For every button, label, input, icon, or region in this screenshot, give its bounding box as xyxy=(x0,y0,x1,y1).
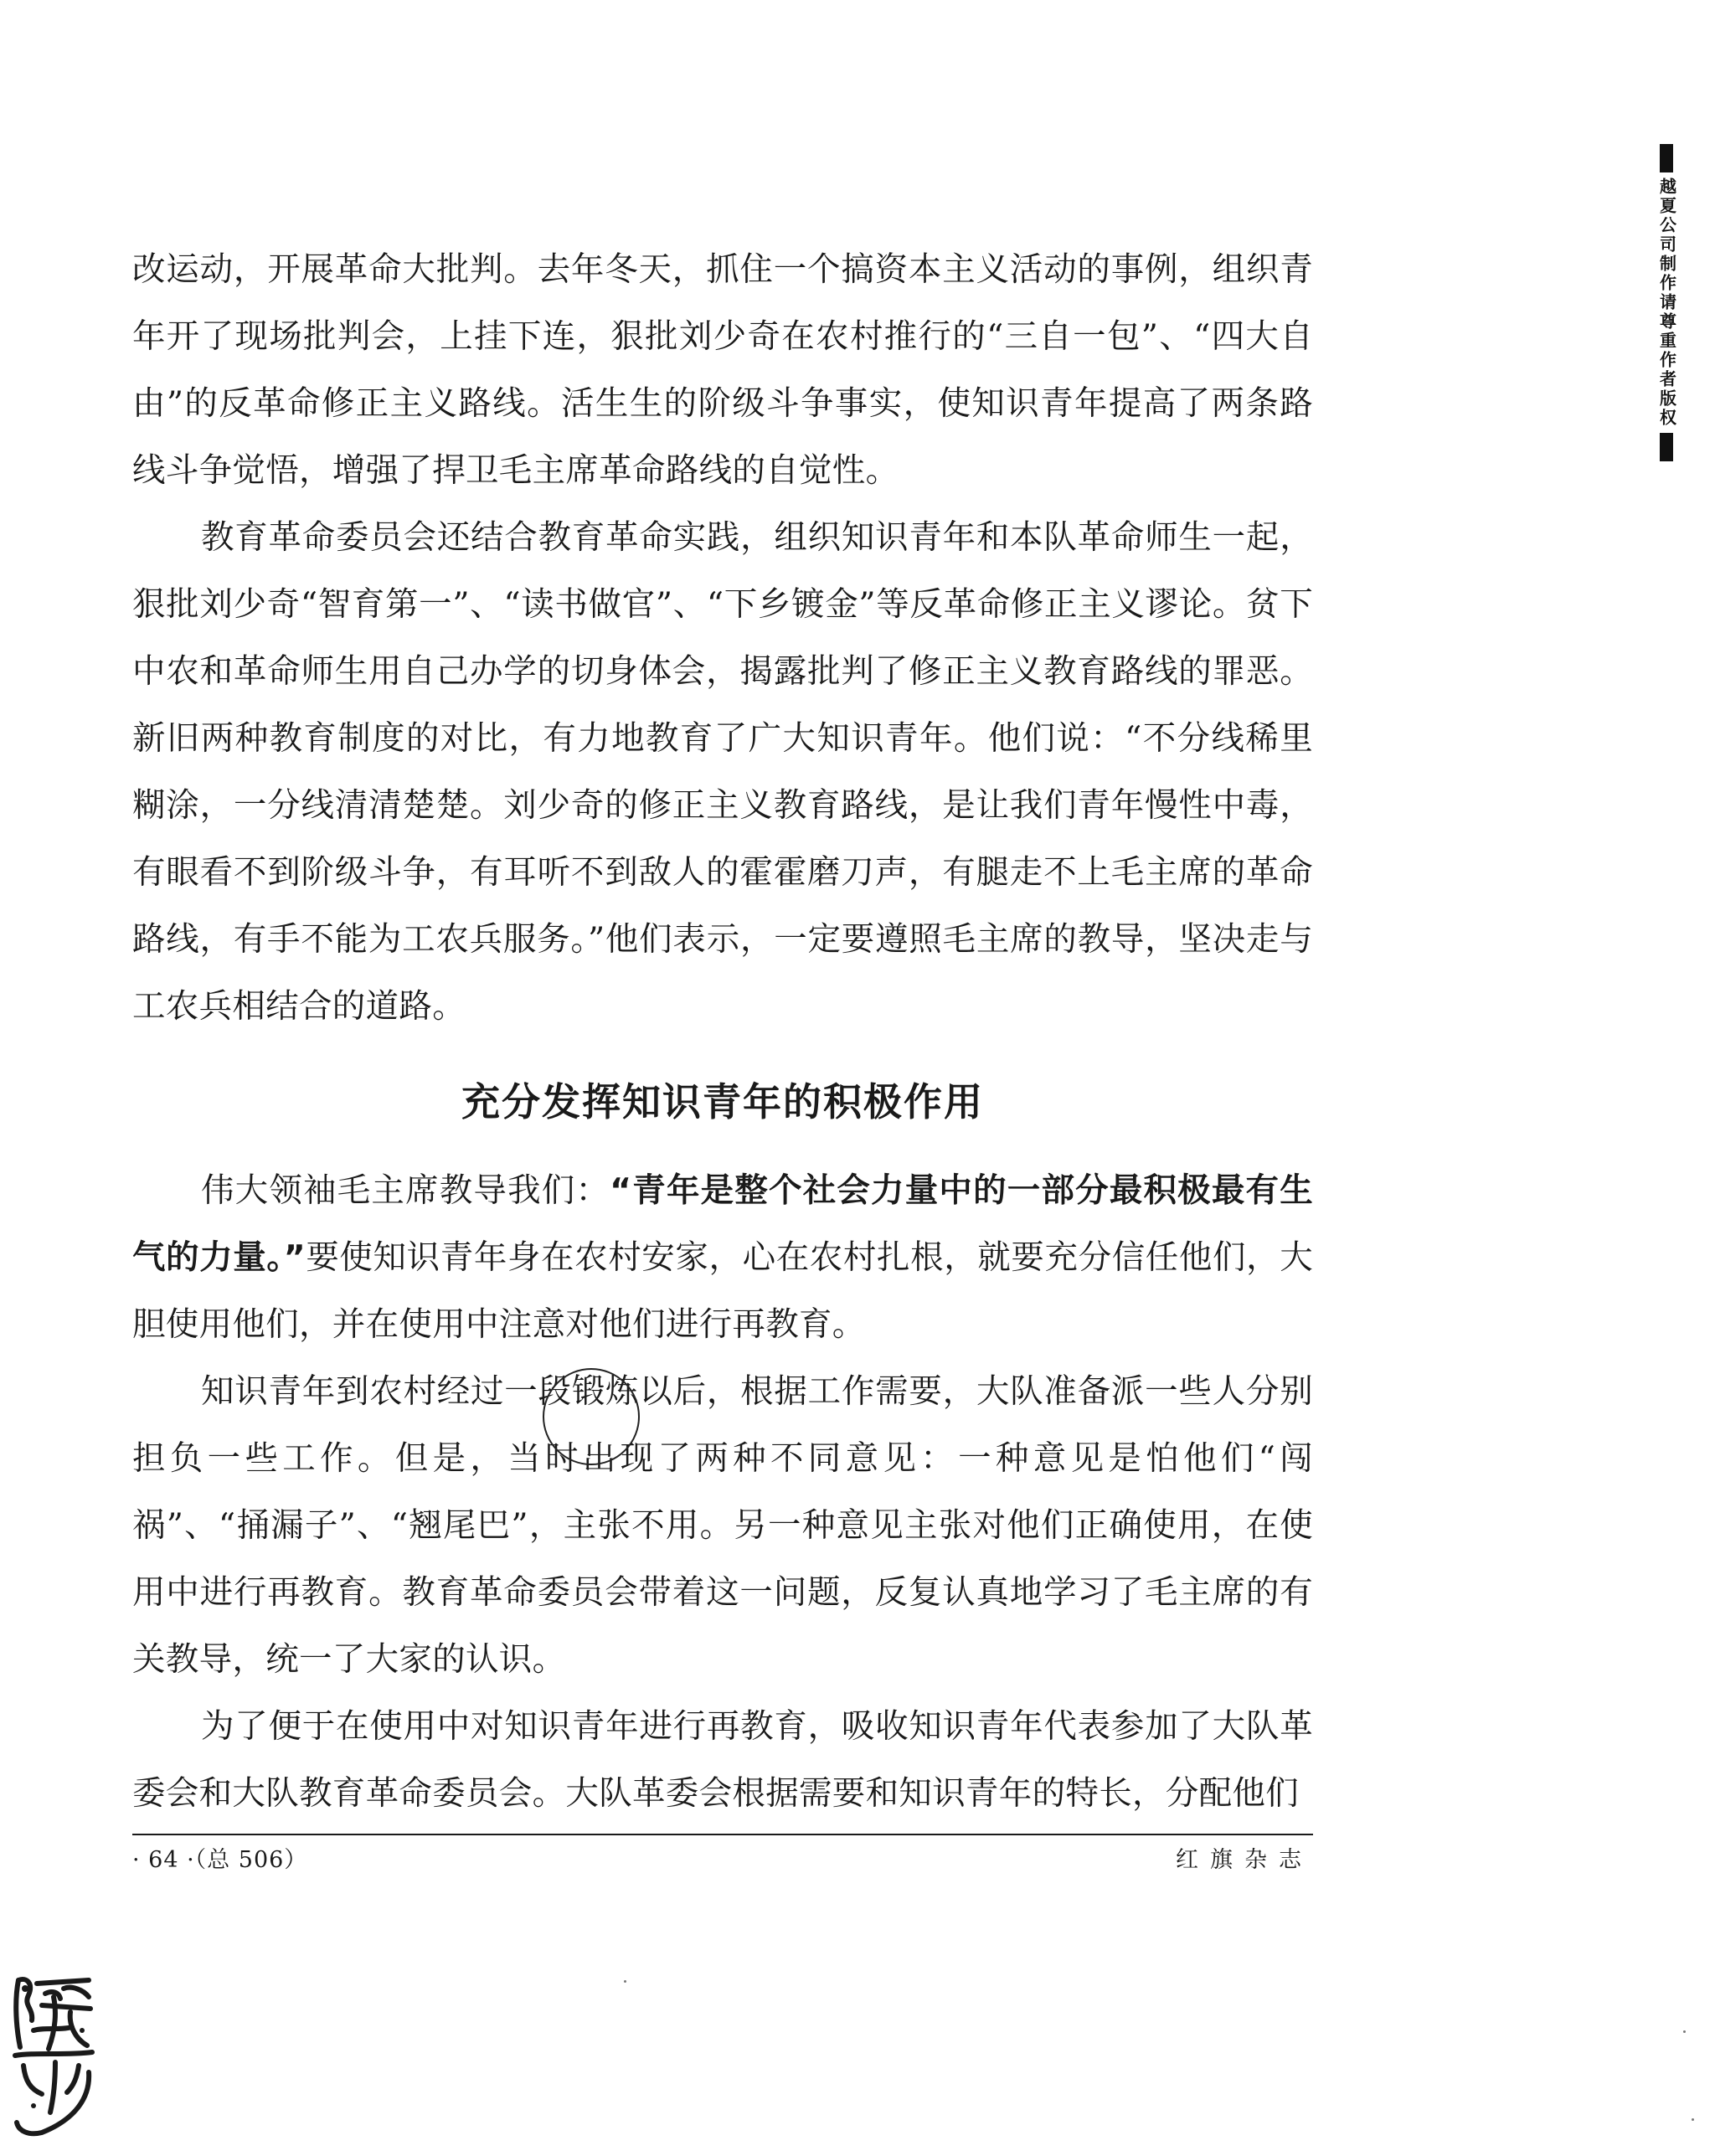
pen-circle-mark xyxy=(543,1368,640,1465)
paragraph-5: 为了便于在使用中对知识青年进行再教育，吸收知识青年代表参加了大队革委会和大队教育革命委员会。大队革委会根据需要和知识青年的特长，分配他们 xyxy=(132,1707,1313,1813)
page-number: · 64 ·（总 506） xyxy=(132,1847,308,1873)
side-notice-top-bar xyxy=(1660,144,1673,172)
article-body xyxy=(132,236,1313,1827)
paragraph-4: 知识青年到农村经过一段锻炼以后，根据工作需要，大队准备派一些人分别担负一些工作。但是，当时出现了两种不同意见：一种意见是怕他们“闯祸”、“捅漏子”、“翘尾巴”，主张不用。另一种意见主张对他们正确使用，在使用中进行再教育。教育革命委员会带着这一问题，反复认真地学习了毛主席的有关教导，统一了大家的认识。 xyxy=(132,1372,1313,1679)
side-notice-text: 越夏公司制作请尊重作者版权 xyxy=(1656,178,1677,428)
page-footer xyxy=(132,1844,1313,1877)
paragraph-2: 教育革命委员会还结合教育革命实践，组织知识青年和本队革命师生一起，狠批刘少奇“智育第一”、“读书做官”、“下乡镀金”等反革命修正主义谬论。贫下中农和革命师生用自己办学的切身体会，揭露批判了修正主义教育路线的罪恶。新旧两种教育制度的对比，有力地教育了广大知识青年。他们说：“不分线稀里糊涂，一分线清清楚楚。刘少奇的修正主义教育路线，是让我们青年慢性中毒，有眼看不到阶级斗争，有耳听不到敌人的霍霍磨刀声，有腿走不上毛主席的革命路线，有手不能为工农兵服务。”他们表示，一定要遵照毛主席的教导，坚决走与工农兵相结合的道路。 xyxy=(132,518,1313,1026)
side-notice-bottom-bar xyxy=(1660,433,1673,461)
footer-rule xyxy=(132,1834,1313,1835)
journal-name: 红旗杂志 xyxy=(1176,1847,1313,1873)
seal-stamp-graphic xyxy=(8,1972,100,2139)
quote-followup: 要使知识青年身在农村安家，心在农村扎根，就要充分信任他们，大胆使用他们，并在使用中注意对他们进行再教育。 xyxy=(132,1238,1314,1344)
paragraph-1: 改运动，开展革命大批判。去年冬天，抓住一个搞资本主义活动的事例，组织青年开了现场批判会，上挂下连，狠批刘少奇在农村推行的“三自一包”、“四大自由”的反革命修正主义路线。活生生的阶级斗争事实，使知识青年提高了两条路线斗争觉悟，增强了捍卫毛主席革命路线的自觉性。 xyxy=(132,250,1313,490)
copyright-side-notice xyxy=(1654,144,1679,461)
scan-speck xyxy=(624,1980,626,1983)
seal-stamp xyxy=(8,1972,100,2139)
mao-quote: “青年是整个社会力量中的一部分最积极最有生气的力量。” xyxy=(132,1171,1313,1277)
scan-speck xyxy=(1683,2030,1686,2033)
paragraph-3 xyxy=(132,1157,1313,1358)
quote-lead: 伟大领袖毛主席教导我们： xyxy=(201,1171,610,1210)
section-heading: 充分发挥知识青年的积极作用 xyxy=(461,1079,984,1124)
scan-speck xyxy=(1692,2118,1694,2121)
